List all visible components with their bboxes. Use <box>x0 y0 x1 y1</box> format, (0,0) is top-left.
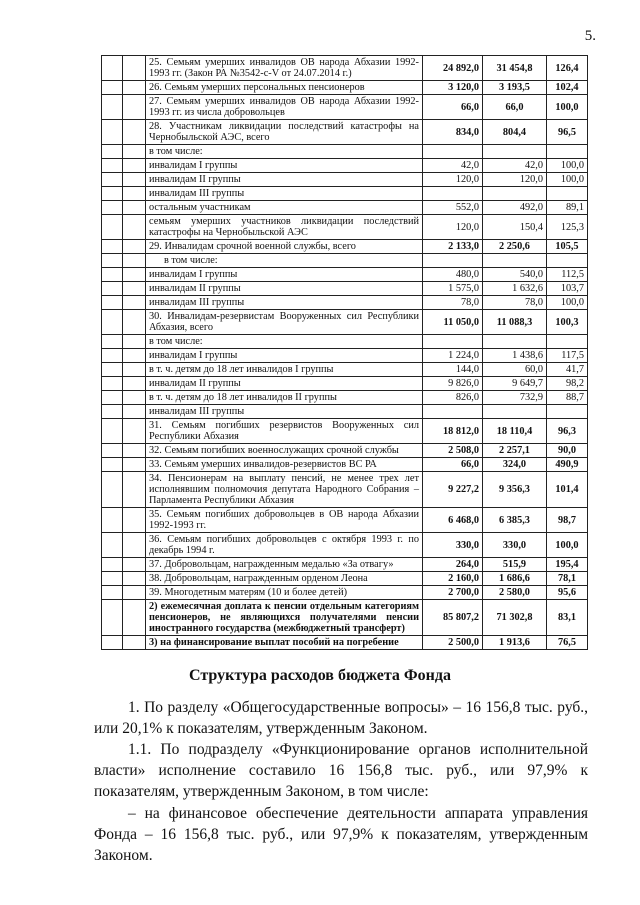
row-description: 25. Семьям умерших инвалидов ОВ народа Абхазии 1992-1993 гг. (Закон РА №3542-с-V от 24.07.2014 г.) <box>146 56 423 81</box>
row-empty-cell <box>123 458 146 472</box>
row-percent-value: 125,3 <box>547 215 588 240</box>
row-planned-value: 2 508,0 <box>423 444 483 458</box>
row-empty-cell <box>123 600 146 636</box>
row-empty-cell <box>123 215 146 240</box>
table-row <box>102 377 588 391</box>
row-empty-cell <box>102 310 123 335</box>
row-empty-cell <box>123 254 146 268</box>
table-row <box>102 282 588 296</box>
table-row <box>102 120 588 145</box>
table-row <box>102 81 588 95</box>
table-row <box>102 254 588 268</box>
row-description: в т. ч. детям до 18 лет инвалидов II группы <box>146 391 423 405</box>
row-actual-value: 732,9 <box>483 391 547 405</box>
row-planned-value: 9 227,2 <box>423 472 483 508</box>
table-row <box>102 405 588 419</box>
row-planned-value: 144,0 <box>423 363 483 377</box>
row-description: 33. Семьям умерших инвалидов-резервистов ВС РА <box>146 458 423 472</box>
row-empty-cell <box>102 444 123 458</box>
row-empty-cell <box>102 56 123 81</box>
row-empty-cell <box>102 254 123 268</box>
row-description: семьям умерших участников ликвидации последствий катастрофы на Чернобыльской АЭС <box>146 215 423 240</box>
row-empty-cell <box>102 201 123 215</box>
row-percent-value <box>547 145 588 159</box>
row-actual-value: 18 110,4 <box>483 419 547 444</box>
row-description: 2) ежемесячная доплата к пенсии отдельным категориям пенсионеров, не являющихся получателями пенсии иностранного государства (межбюджетный трансферт) <box>146 600 423 636</box>
row-actual-value: 2 580,0 <box>483 586 547 600</box>
row-empty-cell <box>123 508 146 533</box>
row-empty-cell <box>102 282 123 296</box>
row-percent-value: 78,1 <box>547 572 588 586</box>
row-empty-cell <box>123 173 146 187</box>
row-actual-value <box>483 187 547 201</box>
row-description: 32. Семьям погибших военнослужащих срочной службы <box>146 444 423 458</box>
row-empty-cell <box>123 240 146 254</box>
row-actual-value: 3 193,5 <box>483 81 547 95</box>
row-percent-value <box>547 405 588 419</box>
table-row <box>102 444 588 458</box>
row-empty-cell <box>102 159 123 173</box>
row-description: инвалидам II группы <box>146 377 423 391</box>
row-actual-value: 66,0 <box>483 95 547 120</box>
row-empty-cell <box>123 558 146 572</box>
row-empty-cell <box>123 268 146 282</box>
row-percent-value: 96,3 <box>547 419 588 444</box>
row-planned-value: 264,0 <box>423 558 483 572</box>
row-empty-cell <box>102 296 123 310</box>
row-empty-cell <box>123 533 146 558</box>
row-percent-value: 112,5 <box>547 268 588 282</box>
row-empty-cell <box>102 215 123 240</box>
table-row <box>102 240 588 254</box>
row-empty-cell <box>123 391 146 405</box>
table-row <box>102 335 588 349</box>
row-percent-value: 41,7 <box>547 363 588 377</box>
row-description: инвалидам III группы <box>146 405 423 419</box>
row-planned-value: 1 224,0 <box>423 349 483 363</box>
table-row <box>102 533 588 558</box>
table-row <box>102 349 588 363</box>
row-empty-cell <box>102 268 123 282</box>
row-description: 35. Семьям погибших добровольцев в ОВ народа Абхазии 1992-1993 гг. <box>146 508 423 533</box>
row-planned-value: 2 700,0 <box>423 586 483 600</box>
row-percent-value: 98,2 <box>547 377 588 391</box>
row-description: инвалидам II группы <box>146 173 423 187</box>
row-percent-value: 95,6 <box>547 586 588 600</box>
row-description: 37. Добровольцам, награжденным медалью «За отвагу» <box>146 558 423 572</box>
row-planned-value <box>423 145 483 159</box>
row-empty-cell <box>102 458 123 472</box>
row-actual-value: 60,0 <box>483 363 547 377</box>
row-actual-value: 6 385,3 <box>483 508 547 533</box>
row-description: в т. ч. детям до 18 лет инвалидов I группы <box>146 363 423 377</box>
row-percent-value: 100,0 <box>547 159 588 173</box>
row-planned-value: 42,0 <box>423 159 483 173</box>
row-actual-value: 120,0 <box>483 173 547 187</box>
row-empty-cell <box>123 201 146 215</box>
row-empty-cell <box>102 173 123 187</box>
row-description: 30. Инвалидам-резервистам Вооруженных сил Республики Абхазия, всего <box>146 310 423 335</box>
row-percent-value: 195,4 <box>547 558 588 572</box>
row-empty-cell <box>102 636 123 650</box>
row-planned-value: 9 826,0 <box>423 377 483 391</box>
row-actual-value: 1 438,6 <box>483 349 547 363</box>
table-row <box>102 56 588 81</box>
row-planned-value: 2 500,0 <box>423 636 483 650</box>
row-empty-cell <box>123 56 146 81</box>
row-planned-value: 11 050,0 <box>423 310 483 335</box>
row-actual-value: 31 454,8 <box>483 56 547 81</box>
row-empty-cell <box>123 363 146 377</box>
row-actual-value: 324,0 <box>483 458 547 472</box>
row-empty-cell <box>123 296 146 310</box>
row-actual-value: 9 356,3 <box>483 472 547 508</box>
table-row <box>102 95 588 120</box>
row-planned-value: 2 160,0 <box>423 572 483 586</box>
budget-table <box>101 55 588 650</box>
row-percent-value <box>547 187 588 201</box>
row-description: 36. Семьям погибших добровольцев с октября 1993 г. по декабрь 1994 г. <box>146 533 423 558</box>
row-description: инвалидам II группы <box>146 282 423 296</box>
row-description: инвалидам I группы <box>146 159 423 173</box>
row-percent-value: 98,7 <box>547 508 588 533</box>
row-percent-value: 88,7 <box>547 391 588 405</box>
row-actual-value <box>483 335 547 349</box>
row-actual-value: 42,0 <box>483 159 547 173</box>
table-row <box>102 558 588 572</box>
row-empty-cell <box>102 600 123 636</box>
row-actual-value: 78,0 <box>483 296 547 310</box>
row-empty-cell <box>123 472 146 508</box>
row-empty-cell <box>123 572 146 586</box>
row-actual-value: 2 250,6 <box>483 240 547 254</box>
row-actual-value: 71 302,8 <box>483 600 547 636</box>
table-row <box>102 419 588 444</box>
row-actual-value: 1 686,6 <box>483 572 547 586</box>
row-percent-value: 126,4 <box>547 56 588 81</box>
row-empty-cell <box>102 335 123 349</box>
row-description: 31. Семьям погибших резервистов Вооруженных сил Республики Абхазия <box>146 419 423 444</box>
row-empty-cell <box>102 187 123 201</box>
row-percent-value: 100,0 <box>547 173 588 187</box>
table-row <box>102 363 588 377</box>
table-row <box>102 201 588 215</box>
table-row <box>102 159 588 173</box>
table-row <box>102 187 588 201</box>
row-planned-value: 120,0 <box>423 173 483 187</box>
row-description: 29. Инвалидам срочной военной службы, всего <box>146 240 423 254</box>
row-empty-cell <box>102 391 123 405</box>
row-planned-value <box>423 405 483 419</box>
table-row <box>102 472 588 508</box>
row-empty-cell <box>102 377 123 391</box>
table-row <box>102 145 588 159</box>
row-empty-cell <box>123 335 146 349</box>
row-empty-cell <box>123 145 146 159</box>
row-empty-cell <box>123 282 146 296</box>
row-empty-cell <box>123 419 146 444</box>
row-percent-value: 117,5 <box>547 349 588 363</box>
row-actual-value: 150,4 <box>483 215 547 240</box>
row-percent-value <box>547 254 588 268</box>
row-percent-value: 105,5 <box>547 240 588 254</box>
row-actual-value <box>483 145 547 159</box>
row-empty-cell <box>123 159 146 173</box>
table-row <box>102 215 588 240</box>
row-percent-value: 76,5 <box>547 636 588 650</box>
row-planned-value: 6 468,0 <box>423 508 483 533</box>
row-actual-value: 330,0 <box>483 533 547 558</box>
row-empty-cell <box>102 558 123 572</box>
row-empty-cell <box>102 95 123 120</box>
row-empty-cell <box>102 240 123 254</box>
table-row <box>102 310 588 335</box>
row-percent-value: 101,4 <box>547 472 588 508</box>
row-percent-value: 100,3 <box>547 310 588 335</box>
row-planned-value <box>423 254 483 268</box>
row-planned-value: 3 120,0 <box>423 81 483 95</box>
row-description: остальным участникам <box>146 201 423 215</box>
row-actual-value: 540,0 <box>483 268 547 282</box>
row-planned-value: 18 812,0 <box>423 419 483 444</box>
row-empty-cell <box>102 145 123 159</box>
row-description: 3) на финансирование выплат пособий на погребение <box>146 636 423 650</box>
row-description: 34. Пенсионерам на выплату пенсий, не менее трех лет исполнявшим полномочия депутата Народного Собрания – Парламента Республики Абхазия <box>146 472 423 508</box>
row-planned-value: 480,0 <box>423 268 483 282</box>
row-percent-value: 490,9 <box>547 458 588 472</box>
table-row <box>102 600 588 636</box>
table-row <box>102 296 588 310</box>
row-percent-value: 100,0 <box>547 296 588 310</box>
row-percent-value: 102,4 <box>547 81 588 95</box>
row-description: в том числе: <box>146 254 423 268</box>
row-description: 26. Семьям умерших персональных пенсионеров <box>146 81 423 95</box>
row-planned-value <box>423 187 483 201</box>
row-description: инвалидам III группы <box>146 296 423 310</box>
row-description: инвалидам III группы <box>146 187 423 201</box>
row-percent-value: 103,7 <box>547 282 588 296</box>
row-planned-value: 1 575,0 <box>423 282 483 296</box>
row-percent-value: 83,1 <box>547 600 588 636</box>
row-empty-cell <box>102 363 123 377</box>
row-planned-value: 66,0 <box>423 95 483 120</box>
table-row <box>102 173 588 187</box>
row-empty-cell <box>102 572 123 586</box>
table-row <box>102 268 588 282</box>
row-actual-value: 9 649,7 <box>483 377 547 391</box>
row-actual-value: 11 088,3 <box>483 310 547 335</box>
row-empty-cell <box>123 95 146 120</box>
row-description: инвалидам I группы <box>146 349 423 363</box>
row-description: 39. Многодетным матерям (10 и более детей) <box>146 586 423 600</box>
row-actual-value: 804,4 <box>483 120 547 145</box>
paragraph-1: 1. По разделу «Общегосударственные вопросы» – 16 156,8 тыс. руб., или 20,1% к показателям, утвержденным Законом. <box>94 699 588 737</box>
row-planned-value: 24 892,0 <box>423 56 483 81</box>
row-planned-value: 552,0 <box>423 201 483 215</box>
row-empty-cell <box>123 405 146 419</box>
row-actual-value: 492,0 <box>483 201 547 215</box>
row-empty-cell <box>102 508 123 533</box>
row-description: в том числе: <box>146 145 423 159</box>
row-planned-value: 120,0 <box>423 215 483 240</box>
row-empty-cell <box>123 120 146 145</box>
row-planned-value: 85 807,2 <box>423 600 483 636</box>
row-planned-value: 330,0 <box>423 533 483 558</box>
row-empty-cell <box>102 405 123 419</box>
table-row <box>102 391 588 405</box>
row-empty-cell <box>102 419 123 444</box>
row-empty-cell <box>123 377 146 391</box>
table-row <box>102 636 588 650</box>
row-percent-value: 96,5 <box>547 120 588 145</box>
paragraph-2: 1.1. По подразделу «Функционирование органов исполнительной власти» исполнение составило 16 156,8 тыс. руб., или 97,9% к показателям, утвержденным Законом, в том числе: <box>94 741 588 800</box>
row-planned-value: 2 133,0 <box>423 240 483 254</box>
row-planned-value: 826,0 <box>423 391 483 405</box>
row-planned-value: 78,0 <box>423 296 483 310</box>
table-row <box>102 586 588 600</box>
row-empty-cell <box>123 586 146 600</box>
row-description: инвалидам I группы <box>146 268 423 282</box>
row-empty-cell <box>123 636 146 650</box>
row-empty-cell <box>102 349 123 363</box>
row-percent-value <box>547 335 588 349</box>
row-empty-cell <box>102 533 123 558</box>
row-empty-cell <box>102 120 123 145</box>
table-row <box>102 458 588 472</box>
table-row <box>102 508 588 533</box>
row-percent-value: 90,0 <box>547 444 588 458</box>
row-actual-value: 2 257,1 <box>483 444 547 458</box>
row-empty-cell <box>123 81 146 95</box>
row-percent-value: 89,1 <box>547 201 588 215</box>
row-empty-cell <box>102 81 123 95</box>
paragraph-3: – на финансовое обеспечение деятельности аппарата управления Фонда – 16 156,8 тыс. руб., или 97,9% к показателям, утвержденным Законом. <box>94 805 588 864</box>
row-actual-value <box>483 254 547 268</box>
row-actual-value: 1 913,6 <box>483 636 547 650</box>
row-planned-value: 834,0 <box>423 120 483 145</box>
row-description: 28. Участникам ликвидации последствий катастрофы на Чернобыльской АЭС, всего <box>146 120 423 145</box>
row-description: в том числе: <box>146 335 423 349</box>
section-title: Структура расходов бюджета Фонда <box>189 667 451 684</box>
row-actual-value <box>483 405 547 419</box>
row-percent-value: 100,0 <box>547 533 588 558</box>
row-description: 38. Добровольцам, награжденным орденом Леона <box>146 572 423 586</box>
row-planned-value <box>423 335 483 349</box>
row-empty-cell <box>102 472 123 508</box>
row-empty-cell <box>123 444 146 458</box>
row-empty-cell <box>123 187 146 201</box>
page-number: 5. <box>584 28 596 44</box>
row-empty-cell <box>102 586 123 600</box>
row-actual-value: 515,9 <box>483 558 547 572</box>
table-row <box>102 572 588 586</box>
row-empty-cell <box>123 310 146 335</box>
row-actual-value: 1 632,6 <box>483 282 547 296</box>
row-description: 27. Семьям умерших инвалидов ОВ народа Абхазии 1992-1993 гг. из числа добровольцев <box>146 95 423 120</box>
row-empty-cell <box>123 349 146 363</box>
row-planned-value: 66,0 <box>423 458 483 472</box>
row-percent-value: 100,0 <box>547 95 588 120</box>
